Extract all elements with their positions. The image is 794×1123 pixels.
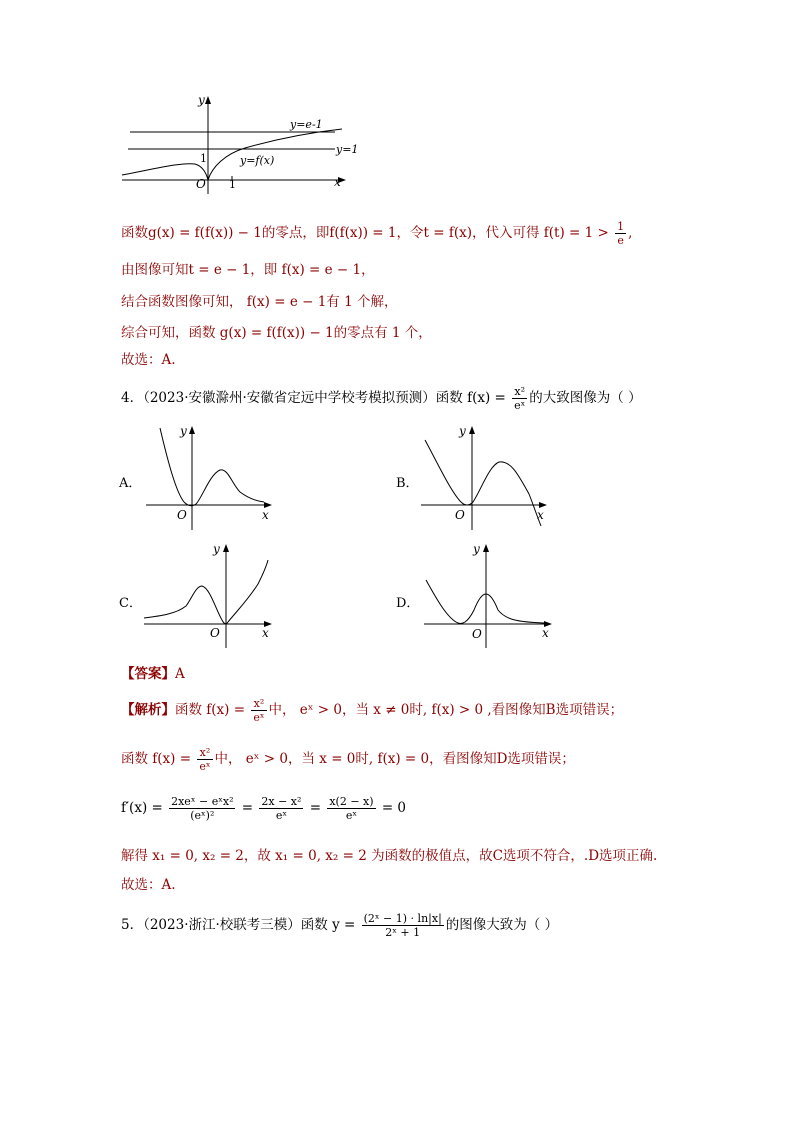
option-c-label[interactable]: C．	[119, 596, 142, 611]
solution3-line2: 由图像可知t = e − 1，即 f(x) = e − 1，	[121, 262, 375, 278]
deriv-frac-2	[259, 795, 303, 822]
option-a-origin-label: O	[177, 508, 187, 522]
solve-line: 解得 x₁ = 0, x₂ = 2，故 x₁ = 0, x₂ = 2 为函数的极值点，故C选项不符合，.D选项正确.	[121, 848, 658, 864]
solution3-fraction	[615, 220, 626, 247]
question5-fraction	[362, 912, 444, 939]
deriv-frac-3	[327, 795, 375, 822]
question5-frac-den: 2ˣ + 1	[385, 926, 421, 939]
choose-line: 故选：A.	[121, 877, 176, 893]
option-c-graph[interactable]	[140, 540, 280, 652]
option-a-curve	[160, 428, 264, 506]
option-d-x-label: x	[542, 626, 549, 640]
question4-stem	[121, 385, 642, 412]
analysis-line2-a: 函数 f(x) =	[121, 751, 192, 767]
y-axis-arrow-icon	[205, 96, 211, 104]
option-a-x-label: x	[262, 508, 269, 522]
option-c-origin-label: O	[210, 626, 220, 640]
answer4-value: A	[175, 666, 185, 682]
deriv-eq-1: =	[241, 800, 254, 816]
solution3-line3: 结合函数图像可知， f(x) = e − 1有 1 个解，	[121, 294, 398, 310]
option-a-y-label: y	[180, 424, 187, 438]
option-a-label[interactable]: A．	[119, 476, 142, 491]
question5-stem	[121, 912, 558, 939]
question5-stem-text: 5．（2023·浙江·校联考三模）函数 y =	[121, 917, 356, 933]
analysis-line2	[121, 746, 575, 773]
option-b-y-arrow-icon	[469, 426, 475, 434]
analysis-line2-b: 中， eˣ > 0，当 x = 0时, f(x) = 0，看图像知D选项错误；	[214, 751, 575, 767]
question4-frac-den: eˣ	[514, 399, 526, 412]
analysis-line1-fraction	[251, 697, 266, 724]
label-y: y	[198, 93, 205, 107]
option-b-x-label: x	[537, 508, 544, 522]
label-origin: O	[196, 177, 206, 191]
curve-f	[122, 129, 342, 180]
question5-stem-end: 的图像大致为（ ）	[445, 917, 559, 933]
option-d-origin-label: O	[472, 627, 482, 641]
label-curve: y=f(x)	[240, 154, 275, 167]
analysis-line2-frac-den: eˣ	[199, 760, 211, 773]
option-d-y-arrow-icon	[483, 544, 489, 552]
option-c-curve	[144, 560, 268, 624]
deriv-eq-2: =	[309, 800, 322, 816]
option-b-curve	[425, 440, 541, 526]
option-c-x-label: x	[262, 626, 269, 640]
label-x: x	[334, 175, 341, 189]
option-a-y-arrow-icon	[189, 426, 195, 434]
solution3-line1	[121, 220, 632, 247]
option-d-curve	[426, 580, 544, 624]
analysis-line1	[121, 697, 623, 724]
option-b-graph[interactable]	[415, 422, 555, 534]
question5-frac-num: (2ˣ − 1) · ln|x|	[363, 912, 442, 925]
analysis-line1-frac-num: x²	[251, 697, 266, 711]
option-b-label[interactable]: B．	[396, 476, 419, 491]
deriv-lhs: f′(x) =	[121, 800, 163, 816]
option-b-y-label: y	[459, 424, 466, 438]
option-c-y-label: y	[213, 542, 220, 556]
solution3-frac-num: 1	[617, 220, 625, 233]
solution3-line4: 综合可知，函数 g(x) = f(f(x)) − 1的零点有 1 个，	[121, 325, 432, 341]
analysis-line1-a: 函数 f(x) =	[175, 702, 246, 718]
analysis-line1-b: 中， eˣ > 0，当 x ≠ 0时, f(x) > 0 ,看图像知B选项错误；	[268, 702, 624, 718]
deriv-frac-2-num: 2x − x²	[261, 795, 302, 808]
option-a-graph[interactable]	[140, 422, 280, 534]
top-graph-figure	[120, 92, 360, 197]
label-one-y: 1	[200, 152, 207, 165]
deriv-frac-1	[169, 795, 235, 822]
deriv-frac-3-den: eˣ	[345, 809, 358, 822]
solution3-frac-den: e	[617, 234, 624, 247]
question4-stem-text: 4．（2023·安徽滁州·安徽省定远中学校考模拟预测）函数 f(x) =	[121, 390, 506, 406]
deriv-frac-1-den: (eˣ)²	[190, 809, 215, 822]
label-line-one: y=1	[336, 143, 359, 156]
analysis-tag: 【解析】	[121, 702, 175, 718]
option-d-y-label: y	[473, 542, 480, 556]
option-b-origin-label: O	[455, 508, 465, 522]
question4-stem-end: 的大致图像为（ ）	[529, 390, 642, 406]
label-line-e: y=e-1	[290, 118, 323, 131]
solution3-line5: 故选：A.	[121, 352, 176, 368]
question4-fraction	[512, 385, 527, 412]
deriv-end: = 0	[381, 800, 407, 816]
answer4-line	[121, 664, 185, 684]
question4-frac-num: x²	[512, 385, 527, 399]
analysis-line1-frac-den: eˣ	[253, 711, 265, 724]
solution3-line1-text: 函数g(x) = f(f(x)) − 1的零点，即f(f(x)) = 1，令t = f(x)，代入可得 f(t) = 1 >	[121, 225, 609, 241]
solution3-line1-end: ,	[628, 225, 633, 241]
analysis-line2-frac-num: x²	[197, 746, 212, 760]
deriv-frac-2-den: eˣ	[275, 809, 287, 822]
deriv-frac-1-num: 2xeˣ − eˣx²	[171, 795, 234, 808]
option-d-graph[interactable]	[420, 540, 560, 652]
derivative-line	[121, 795, 406, 822]
answer4-tag: 【答案】	[121, 666, 175, 682]
deriv-frac-3-num: x(2 − x)	[329, 795, 374, 808]
option-d-label[interactable]: D．	[396, 596, 420, 611]
label-one-x: 1	[229, 178, 236, 191]
option-c-y-arrow-icon	[223, 544, 229, 552]
analysis-line2-fraction	[197, 746, 212, 773]
